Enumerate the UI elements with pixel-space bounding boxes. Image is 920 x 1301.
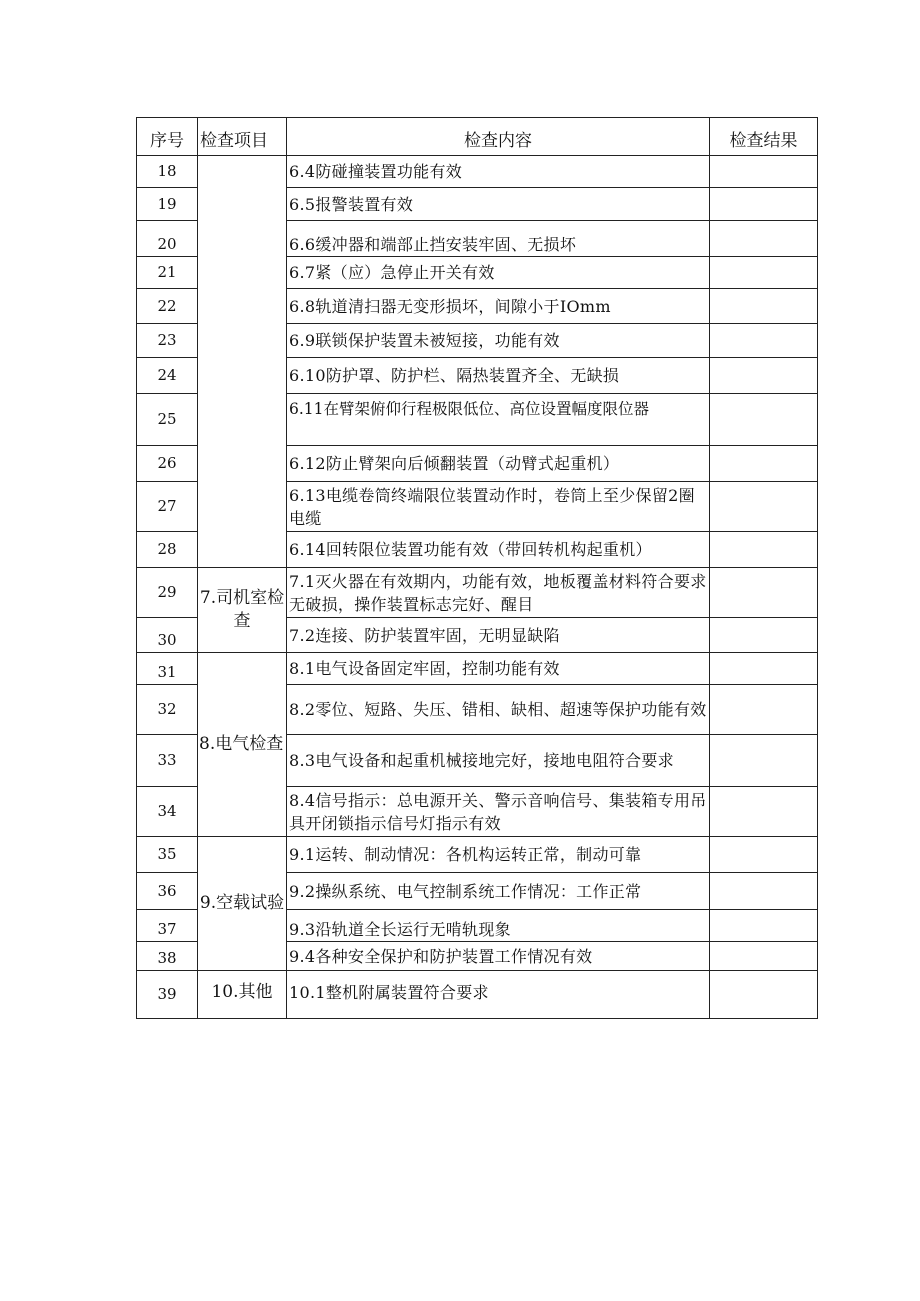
row-result[interactable] <box>710 837 818 873</box>
row-result[interactable] <box>710 221 818 257</box>
header-no: 序号 <box>137 118 198 156</box>
row-content: 8.3电气设备和起重机械接地完好，接地电阻符合要求 <box>287 735 710 787</box>
row-result[interactable] <box>710 188 818 221</box>
row-content: 9.1运转、制动情况：各机构运转正常，制动可靠 <box>287 837 710 873</box>
row-number: 29 <box>137 568 198 618</box>
row-number: 23 <box>137 324 198 358</box>
row-result[interactable] <box>710 324 818 358</box>
row-result[interactable] <box>710 358 818 394</box>
row-number: 22 <box>137 289 198 324</box>
row-number: 30 <box>137 618 198 653</box>
table-row <box>137 653 818 685</box>
row-result[interactable] <box>710 653 818 685</box>
row-content: 6.13电缆卷筒终端限位装置动作时，卷筒上至少保留2圈电缆 <box>287 482 710 532</box>
row-content: 6.8轨道清扫器无变形损坏，间隙小于IOmm <box>287 289 710 324</box>
row-content: 6.9联锁保护装置未被短接，功能有效 <box>287 324 710 358</box>
row-result[interactable] <box>710 394 818 446</box>
row-number: 35 <box>137 837 198 873</box>
row-number: 20 <box>137 221 198 257</box>
row-number: 34 <box>137 787 198 837</box>
inspection-table <box>136 117 818 1019</box>
row-number: 21 <box>137 257 198 289</box>
row-number: 27 <box>137 482 198 532</box>
row-content: 7.1灭火器在有效期内，功能有效，地板覆盖材料符合要求无破损，操作装置标志完好、醒目 <box>287 568 710 618</box>
row-result[interactable] <box>710 910 818 942</box>
row-number: 28 <box>137 532 198 568</box>
header-row <box>137 118 818 156</box>
row-result[interactable] <box>710 873 818 910</box>
row-number: 37 <box>137 910 198 942</box>
row-number: 38 <box>137 942 198 971</box>
row-result[interactable] <box>710 289 818 324</box>
group-cell-6 <box>198 156 287 568</box>
row-content: 6.10防护罩、防护栏、隔热装置齐全、无缺损 <box>287 358 710 394</box>
row-number: 24 <box>137 358 198 394</box>
row-content: 6.11在臂架俯仰行程极限低位、高位设置幅度限位器 <box>287 394 710 446</box>
row-result[interactable] <box>710 482 818 532</box>
row-number: 39 <box>137 971 198 1019</box>
row-result[interactable] <box>710 942 818 971</box>
table-row <box>137 156 818 188</box>
row-content: 6.5报警装置有效 <box>287 188 710 221</box>
row-number: 19 <box>137 188 198 221</box>
row-content: 6.6缓冲器和端部止挡安装牢固、无损坏 <box>287 221 710 257</box>
row-content: 6.12防止臂架向后倾翻装置（动臂式起重机） <box>287 446 710 482</box>
row-content: 6.4防碰撞装置功能有效 <box>287 156 710 188</box>
group-cell-9: 9.空载试验 <box>198 837 287 971</box>
header-content: 检查内容 <box>287 118 710 156</box>
row-content: 9.3沿轨道全长运行无啃轨现象 <box>287 910 710 942</box>
row-result[interactable] <box>710 156 818 188</box>
header-result: 检查结果 <box>710 118 818 156</box>
row-number: 32 <box>137 685 198 735</box>
table-row <box>137 568 818 618</box>
row-number: 26 <box>137 446 198 482</box>
row-content: 6.14回转限位装置功能有效（带回转机构起重机） <box>287 532 710 568</box>
row-result[interactable] <box>710 787 818 837</box>
row-result[interactable] <box>710 971 818 1019</box>
row-result[interactable] <box>710 685 818 735</box>
row-content: 8.1电气设备固定牢固，控制功能有效 <box>287 653 710 685</box>
row-content: 9.4各种安全保护和防护装置工作情况有效 <box>287 942 710 971</box>
group-cell-10: 10.其他 <box>198 971 287 1019</box>
row-result[interactable] <box>710 532 818 568</box>
group-cell-8: 8.电气检查 <box>198 653 287 837</box>
row-number: 31 <box>137 653 198 685</box>
table-row <box>137 837 818 873</box>
group-cell-7: 7.司机室检查 <box>198 568 287 653</box>
table-row <box>137 971 818 1019</box>
row-number: 18 <box>137 156 198 188</box>
row-result[interactable] <box>710 568 818 618</box>
row-result[interactable] <box>710 257 818 289</box>
row-result[interactable] <box>710 735 818 787</box>
row-result[interactable] <box>710 446 818 482</box>
row-content: 8.2零位、短路、失压、错相、缺相、超速等保护功能有效 <box>287 685 710 735</box>
row-content: 7.2连接、防护装置牢固，无明显缺陷 <box>287 618 710 653</box>
row-content: 10.1整机附属装置符合要求 <box>287 971 710 1019</box>
row-content: 8.4信号指示：总电源开关、警示音响信号、集装箱专用吊具开闭锁指示信号灯指示有效 <box>287 787 710 837</box>
row-result[interactable] <box>710 618 818 653</box>
row-number: 36 <box>137 873 198 910</box>
row-content: 6.7紧（应）急停止开关有效 <box>287 257 710 289</box>
row-content: 9.2操纵系统、电气控制系统工作情况：工作正常 <box>287 873 710 910</box>
row-number: 33 <box>137 735 198 787</box>
row-number: 25 <box>137 394 198 446</box>
header-item: 检查项目 <box>198 118 287 156</box>
